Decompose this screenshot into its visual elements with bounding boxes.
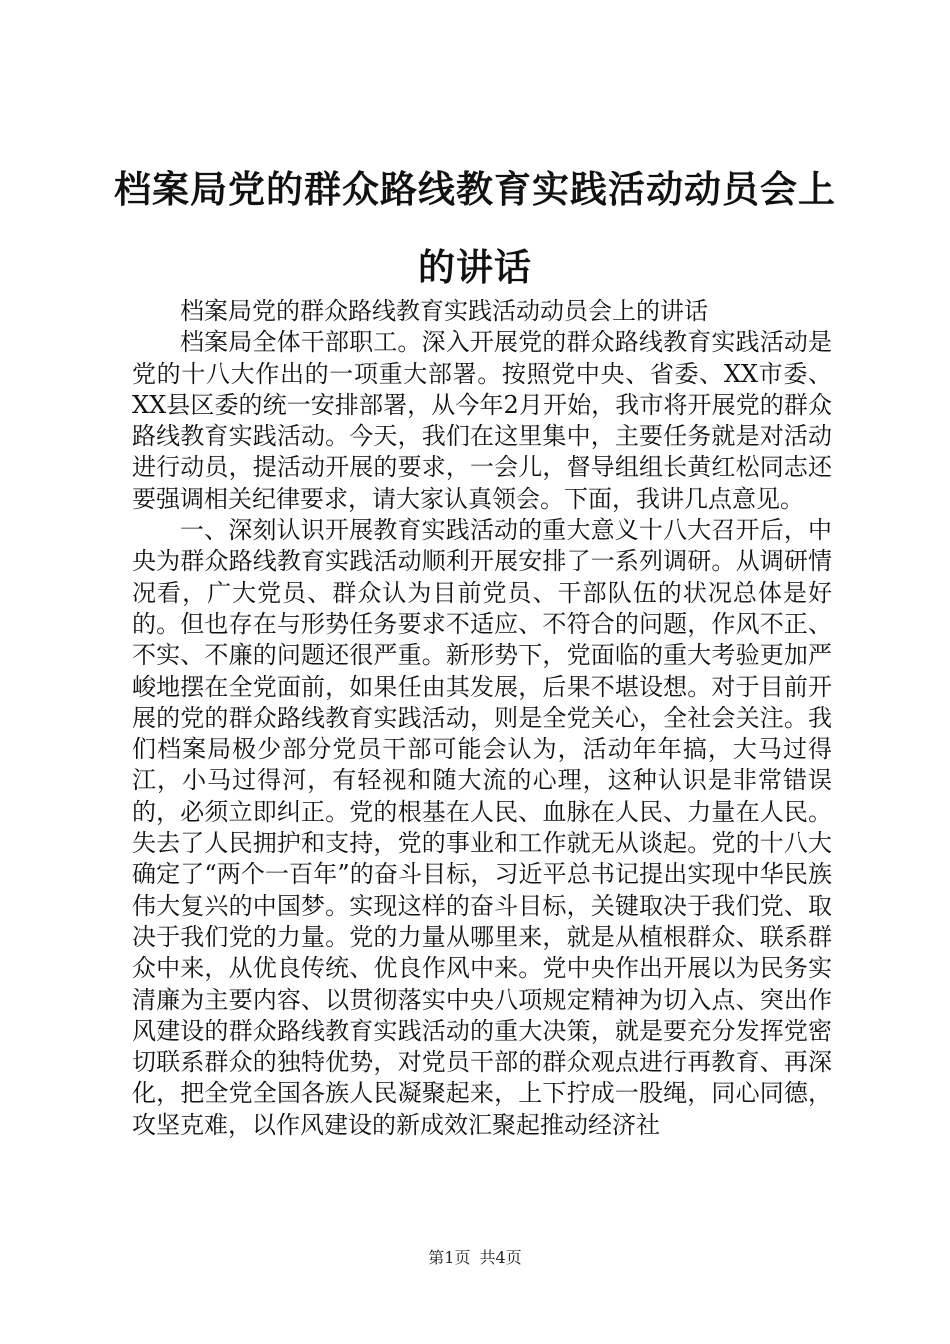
paragraph-heading-repeat: 档案局党的群众路线教育实践活动动员会上的讲话 bbox=[180, 297, 708, 325]
paragraph-intro: 档案局全体干部职工。深入开展党的群众路线教育实践活动是党的十八大作出的一项重大部署。按照党中央、省委、XX市委、XX县区委的统一安排部署，从今年2月开始，我市将开展党的群众路线教育实践活动。今天，我们在这里集中，主要任务就是对活动进行动员，提活动开展的要求，一会儿，督导组组长黄红松同志还要强调相关纪律要求，请大家认真领会。下面，我讲几点意见。 bbox=[132, 328, 832, 513]
page-footer bbox=[0, 1245, 950, 1268]
page-number: 第1页 bbox=[428, 1248, 471, 1267]
paragraph-section-one: 一、深刻认识开展教育实践活动的重大意义十八大召开后，中央为群众路线教育实践活动顺利开展安排了一系列调研。从调研情况看，广大党员、群众认为目前党员、干部队伍的状况总体是好的。但也存在与形势任务要求不适应、不符合的问题，作风不正、不实、不廉的问题还很严重。新形势下，党面临的重大考验更加严峻地摆在全党面前，如果任由其发展，后果不堪设想。对于目前开展的党的群众路线教育实践活动，则是全党关心，全社会关注。我们档案局极少部分党员干部可能会认为，活动年年搞，大马过得江，小马过得河，有轻视和随大流的心理，这种认识是非常错误的，必须立即纠正。党的根基在人民、血脉在人民、力量在人民。失去了人民拥护和支持，党的事业和工作就无从谈起。党的十八大确定了“两个一百年”的奋斗目标，习近平总书记提出实现中华民族伟大复兴的中国梦。实现这样的奋斗目标，关键取决于我们党、取决于我们党的力量。党的力量从哪里来，就是从植根群众、联系群众中来，从优良传统、优良作风中来。党中央作出开展以为民务实清廉为主要内容、以贯彻落实中央八项规定精神为切入点、突出作风建设的群众路线教育实践活动的重大决策，就是要充分发挥党密切联系群众的独特优势，对党员干部的群众观点进行再教育、再深化，把全党全国各族人民凝聚起来，上下拧成一股绳，同心同德，攻坚克难，以作风建设的新成效汇聚起推动经济社 bbox=[132, 516, 832, 1139]
document-body bbox=[132, 296, 832, 1141]
document-title: 档案局党的群众路线教育实践活动动员会上的讲话 bbox=[114, 167, 836, 289]
page-total: 共4页 bbox=[479, 1248, 522, 1267]
